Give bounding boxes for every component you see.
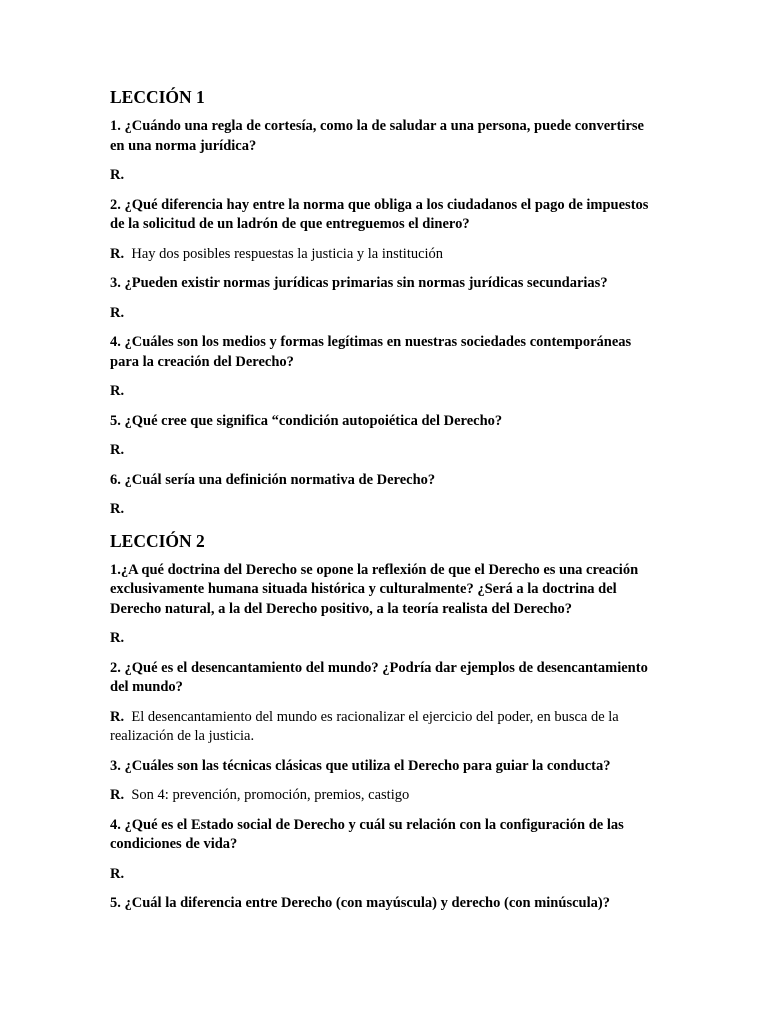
answer-marker: R. bbox=[110, 167, 125, 183]
question-text: 3. ¿Cuáles son las técnicas clásicas que utiliza el Derecho para guiar la conducta? bbox=[110, 757, 611, 774]
question-item bbox=[110, 117, 658, 186]
question-item bbox=[110, 561, 658, 649]
answer-line bbox=[110, 166, 658, 186]
question-text: 6. ¿Cuál sería una definición normativa de Derecho? bbox=[110, 471, 436, 488]
answer-marker: R. bbox=[110, 442, 125, 458]
question-item bbox=[110, 196, 658, 265]
answer-marker: R. bbox=[110, 501, 125, 517]
answer-marker: R. bbox=[110, 245, 125, 262]
answer-text: Son 4: prevención, promoción, premios, castigo bbox=[131, 787, 410, 803]
answer-marker: R. bbox=[110, 787, 125, 803]
lesson-1 bbox=[110, 86, 658, 520]
answer-text: El desencantamiento del mundo es racionalizar el ejercicio del poder, en busca de la realización de la justicia. bbox=[110, 708, 619, 744]
question-text: 1. ¿Cuándo una regla de cortesía, como la de saludar a una persona, puede convertirse en una norma jurídica? bbox=[110, 118, 644, 154]
answer-marker: R. bbox=[110, 865, 125, 882]
question-text: 5. ¿Qué cree que significa “condición autopoiética del Derecho? bbox=[110, 412, 503, 429]
question-text: 1.¿A qué doctrina del Derecho se opone la reflexión de que el Derecho es una creación exclusivamente humana situada histórica y culturalmente? ¿Será a la doctrina del Derecho natural, a la del Derecho positivo, a la teoría realista del Derecho? bbox=[110, 561, 639, 617]
question-text: 2. ¿Qué es el desencantamiento del mundo? ¿Podría dar ejemplos de desencantamiento del mundo? bbox=[110, 659, 648, 695]
answer-line bbox=[110, 708, 658, 747]
answer-line bbox=[110, 786, 658, 806]
answer-marker: R. bbox=[110, 383, 125, 399]
question-item bbox=[110, 757, 658, 806]
answer-line bbox=[110, 245, 658, 265]
question-text: 2. ¿Qué diferencia hay entre la norma que obliga a los ciudadanos el pago de impuestos de la solicitud de un ladrón de que entreguemos el dinero? bbox=[110, 196, 649, 232]
question-item bbox=[110, 816, 658, 885]
question-text: 5. ¿Cuál la diferencia entre Derecho (con mayúscula) y derecho (con minúscula)? bbox=[110, 895, 610, 911]
answer-line bbox=[110, 304, 658, 324]
lesson-title: LECCIÓN 1 bbox=[110, 87, 205, 107]
answer-line bbox=[110, 441, 658, 461]
question-text: 4. ¿Qué es el Estado social de Derecho y cuál su relación con la configuración de las condiciones de vida? bbox=[110, 816, 624, 852]
answer-line bbox=[110, 865, 658, 885]
answer-line bbox=[110, 629, 658, 649]
question-item bbox=[110, 659, 658, 747]
answer-marker: R. bbox=[110, 708, 125, 725]
question-item bbox=[110, 274, 658, 323]
question-item bbox=[110, 412, 658, 461]
question-text: 4. ¿Cuáles son los medios y formas legítimas en nuestras sociedades contemporáneas para la creación del Derecho? bbox=[110, 334, 632, 370]
answer-line bbox=[110, 500, 658, 520]
lesson-title: LECCIÓN 2 bbox=[110, 530, 205, 551]
answer-line bbox=[110, 382, 658, 402]
question-item bbox=[110, 894, 658, 914]
question-item bbox=[110, 333, 658, 402]
question-item bbox=[110, 471, 658, 520]
answer-marker: R. bbox=[110, 630, 125, 646]
lesson-2 bbox=[110, 530, 658, 914]
answer-text: Hay dos posibles respuestas la justicia y la institución bbox=[131, 245, 444, 262]
question-text: 3. ¿Pueden existir normas jurídicas primarias sin normas jurídicas secundarias? bbox=[110, 275, 608, 291]
answer-marker: R. bbox=[110, 304, 125, 321]
